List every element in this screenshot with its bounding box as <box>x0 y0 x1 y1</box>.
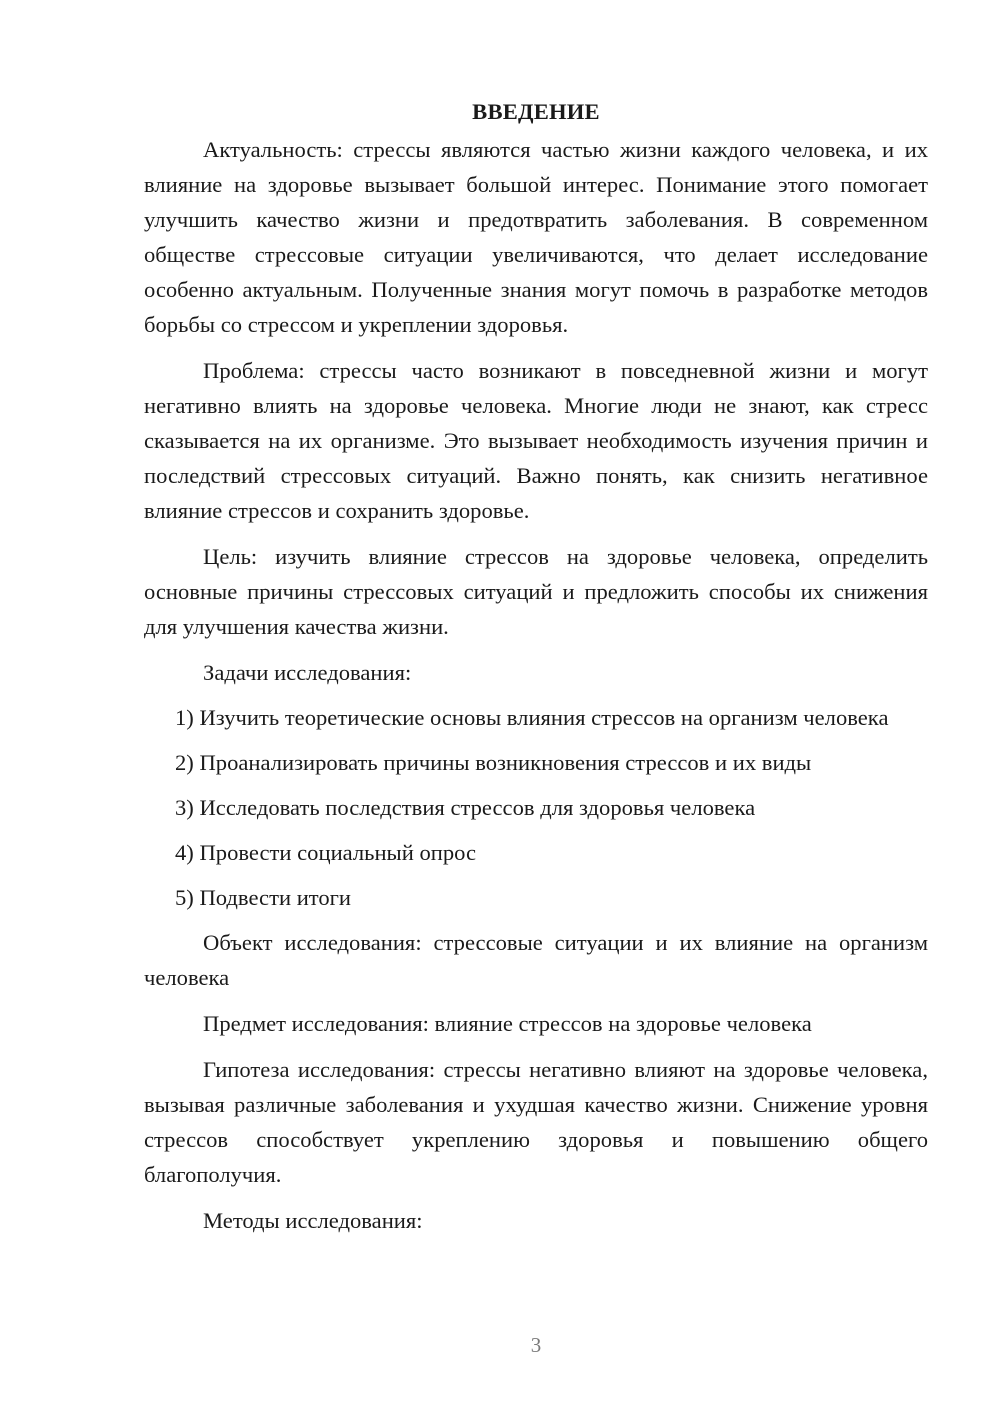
task-item-5: 5) Подвести итоги <box>175 885 352 910</box>
page-content <box>144 94 928 1248</box>
relevance-paragraph: Актуальность: стрессы являются частью жизни каждого человека, и их влияние на здоровье вызывает большой интерес. Понимание этого помогает улучшить качество жизни и предотвратить заболевания. В современном обществе стрессовые ситуации увеличиваются, что делает исследование особенно актуальным. Полученные знания могут помочь в разработке методов борьбы со стрессом и укреплении здоровья. <box>144 137 928 337</box>
section-title: ВВЕДЕНИЕ <box>472 99 600 124</box>
tasks-heading: Задачи исследования: <box>203 660 412 685</box>
page-number: 3 <box>530 1333 542 1357</box>
task-item-3: 3) Исследовать последствия стрессов для здоровья человека <box>175 795 756 820</box>
goal-paragraph: Цель: изучить влияние стрессов на здоровье человека, определить основные причины стрессовых ситуаций и предложить способы их снижения для улучшения качества жизни. <box>144 544 928 639</box>
task-item-4: 4) Провести социальный опрос <box>175 840 477 865</box>
hypothesis-paragraph: Гипотеза исследования: стрессы негативно влияют на здоровье человека, вызывая различные заболевания и ухудшая качество жизни. Снижение уровня стрессов способствует укреплению здоровья и повышению общего благополучия. <box>144 1057 928 1187</box>
object-paragraph: Объект исследования: стрессовые ситуации и их влияние на организм человека <box>144 930 928 990</box>
task-item-1: 1) Изучить теоретические основы влияния стрессов на организм человека <box>175 705 889 730</box>
subject-paragraph: Предмет исследования: влияние стрессов на здоровье человека <box>203 1011 812 1036</box>
task-item-2: 2) Проанализировать причины возникновения стрессов и их виды <box>175 750 812 775</box>
problem-paragraph: Проблема: стрессы часто возникают в повседневной жизни и могут негативно влиять на здоровье человека. Многие люди не знают, как стресс сказывается на их организме. Это вызывает необходимость изучения причин и последствий стрессовых ситуаций. Важно понять, как снизить негативное влияние стрессов и сохранить здоровье. <box>144 358 928 523</box>
methods-heading: Методы исследования: <box>203 1208 423 1233</box>
